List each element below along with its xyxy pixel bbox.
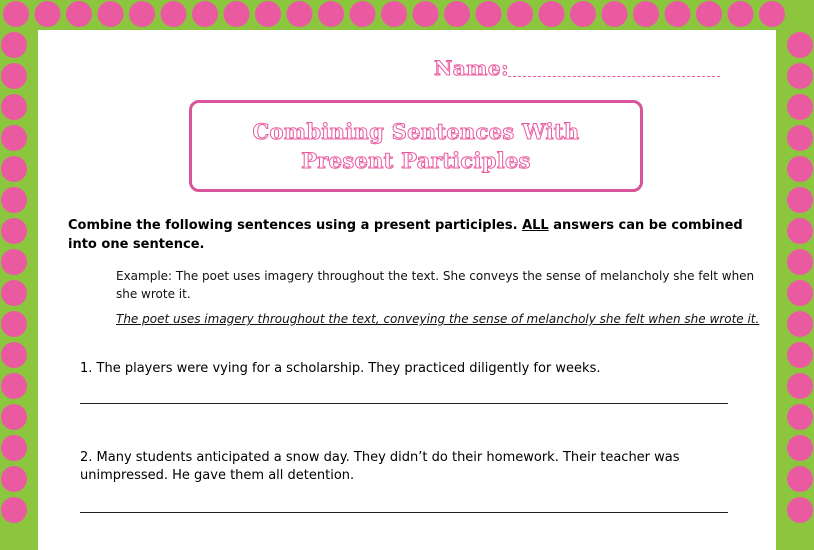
- border-dot: [759, 1, 785, 27]
- name-blank-line[interactable]: [508, 76, 720, 77]
- border-dot: [129, 1, 155, 27]
- border-dot: [1, 249, 27, 275]
- border-dot: [1, 156, 27, 182]
- border-dot: [1, 342, 27, 368]
- example-answer: The poet uses imagery throughout the text, conveying the sense of melancholy she felt when she wrote it.: [116, 312, 760, 326]
- answer-line-1[interactable]: [80, 403, 728, 404]
- border-dot: [1, 404, 27, 430]
- border-dot: [787, 280, 813, 306]
- border-dot: [66, 1, 92, 27]
- border-dot: [787, 404, 813, 430]
- border-dot: [1, 218, 27, 244]
- border-dot: [1, 373, 27, 399]
- border-dot: [602, 1, 628, 27]
- border-dot: [787, 218, 813, 244]
- border-dot: [539, 1, 565, 27]
- instructions-text-1: Combine the following sentences using a present participles.: [68, 218, 523, 233]
- border-dot: [1, 187, 27, 213]
- border-dot: [787, 435, 813, 461]
- border-dot: [381, 1, 407, 27]
- border-dot: [787, 311, 813, 337]
- border-dot: [787, 373, 813, 399]
- title-box: [189, 100, 643, 192]
- question-1: 1. The players were vying for a scholarship. They practiced diligently for weeks.: [80, 361, 601, 376]
- border-dot: [1, 280, 27, 306]
- name-label: Name:: [434, 56, 510, 80]
- border-dot: [1, 125, 27, 151]
- answer-line-2[interactable]: [80, 512, 728, 513]
- border-dot: [633, 1, 659, 27]
- border-dot: [224, 1, 250, 27]
- border-dot: [787, 125, 813, 151]
- instructions-text-2: answers can be combined into one sentence.: [68, 218, 743, 252]
- border-dot: [1, 311, 27, 337]
- border-dot: [696, 1, 722, 27]
- border-dot: [413, 1, 439, 27]
- border-dot: [350, 1, 376, 27]
- border-dot: [507, 1, 533, 27]
- border-dot: [476, 1, 502, 27]
- border-dot: [98, 1, 124, 27]
- border-dot: [444, 1, 470, 27]
- border-dot: [787, 32, 813, 58]
- instructions-emphasis: ALL: [522, 218, 549, 233]
- border-dot: [728, 1, 754, 27]
- border-dot: [3, 1, 29, 27]
- border-dot: [665, 1, 691, 27]
- example-sentences: Example: The poet uses imagery throughout the text. She conveys the sense of melancholy she felt when she wrote it.: [116, 269, 755, 301]
- title-line-1: Combining Sentences With: [252, 119, 580, 144]
- border-dot: [787, 156, 813, 182]
- title-line-2: Present Participles: [301, 148, 531, 173]
- border-dot: [787, 63, 813, 89]
- border-dot: [1, 466, 27, 492]
- border-dot: [1, 32, 27, 58]
- border-dot: [1, 435, 27, 461]
- border-dot: [787, 466, 813, 492]
- border-dot: [318, 1, 344, 27]
- border-dot: [255, 1, 281, 27]
- border-dot: [287, 1, 313, 27]
- border-dot: [787, 249, 813, 275]
- border-dot: [787, 497, 813, 523]
- border-dot: [787, 94, 813, 120]
- border-dot: [161, 1, 187, 27]
- border-dot: [1, 497, 27, 523]
- border-dot: [192, 1, 218, 27]
- border-dot: [787, 342, 813, 368]
- border-dot: [35, 1, 61, 27]
- border-dot: [787, 187, 813, 213]
- border-dot: [1, 94, 27, 120]
- question-2: 2. Many students anticipated a snow day. They didn’t do their homework. Their teacher was unimpressed. He gave them all detention.: [80, 450, 680, 483]
- instructions: [68, 216, 748, 254]
- border-dot: [570, 1, 596, 27]
- border-dot: [1, 63, 27, 89]
